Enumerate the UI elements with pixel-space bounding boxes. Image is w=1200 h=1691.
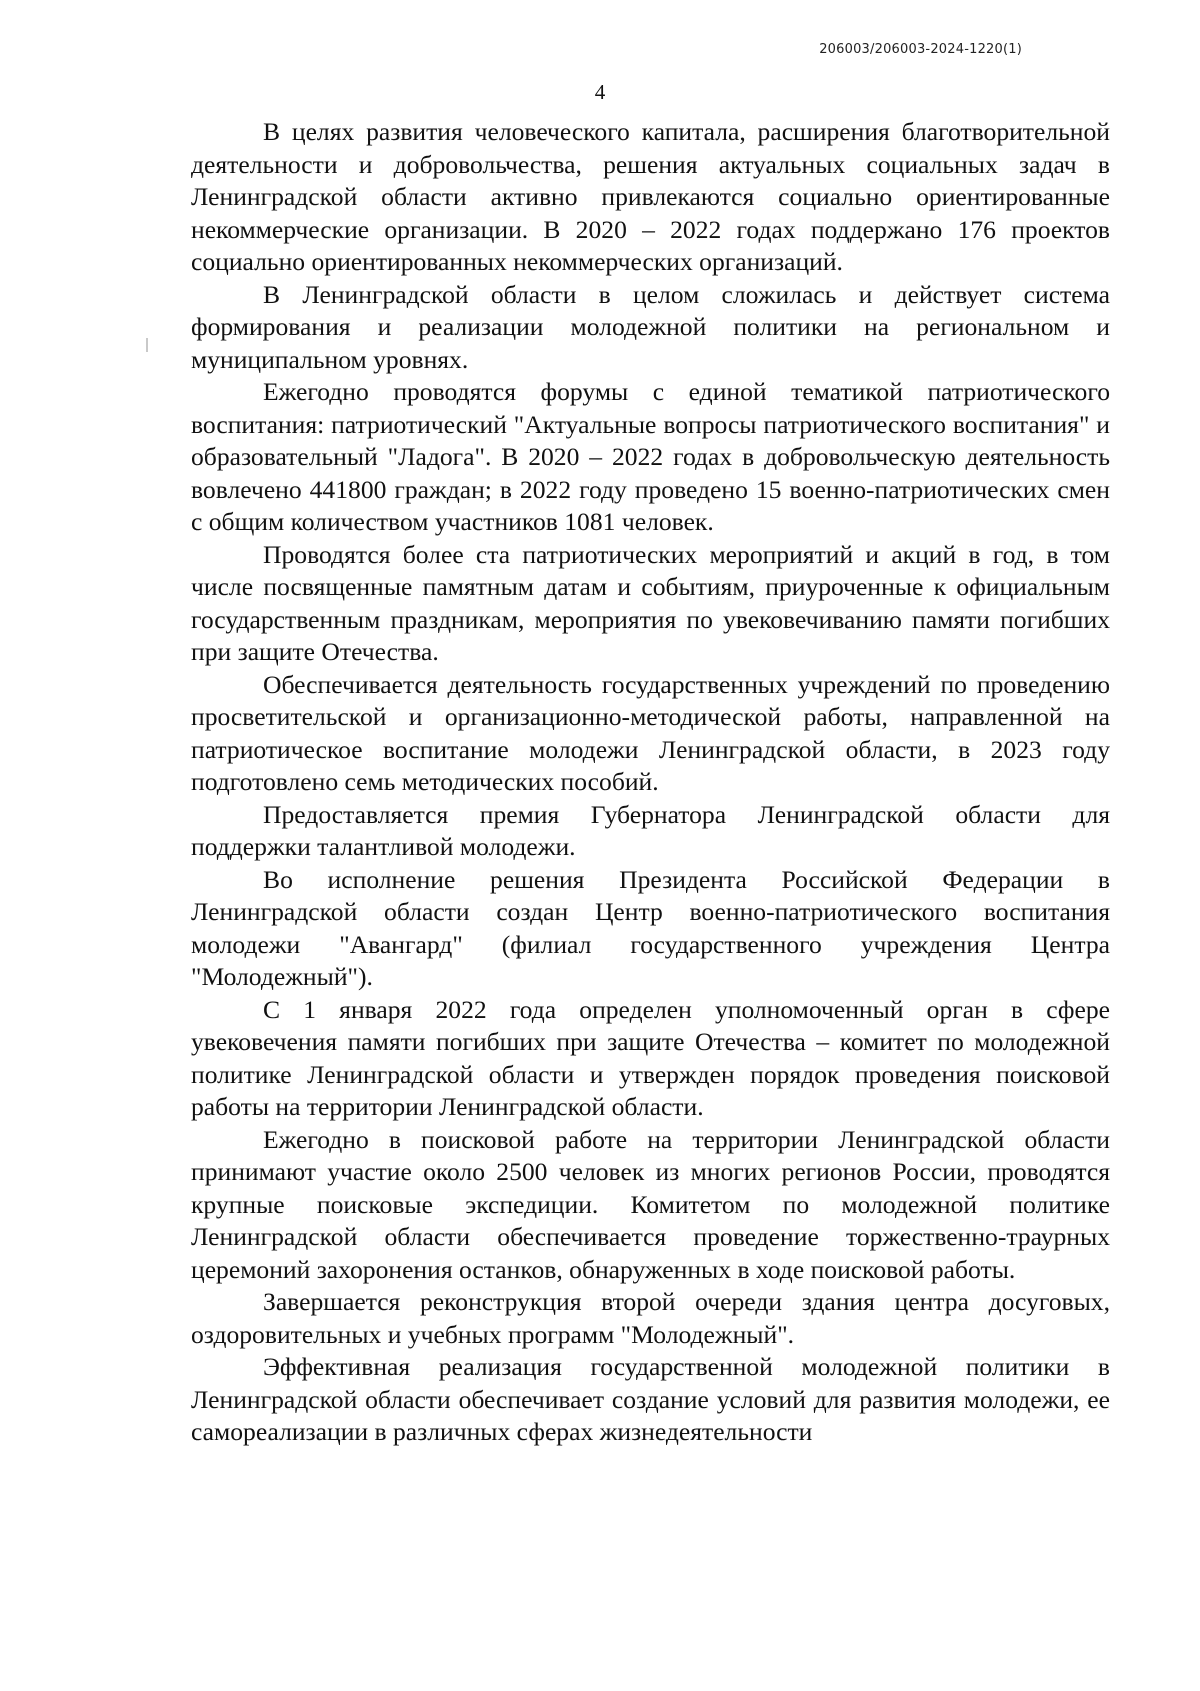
- scan-margin-mark: [146, 338, 148, 352]
- document-body: [191, 116, 1110, 1449]
- page-number: 4: [594, 80, 606, 104]
- paragraph-effective-implementation: Эффективная реализация государственной молодежной политики в Ленинградской области обеспечивает создание условий для развития молодежи, ее самореализации в различных сферах жизнедеятельности: [191, 1352, 1110, 1446]
- paragraph-patriotic-events: Проводятся более ста патриотических мероприятий и акций в год, в том числе посвященные памятным датам и событиям, приуроченные к официальным государственным праздникам, мероприятия по увековечиванию памяти погибших при защите Отечества.: [191, 539, 1110, 666]
- paragraph-social-nko: В целях развития человеческого капитала, расширения благотворительной деятельности и добровольчества, решения актуальных социальных задач в Ленинградской области активно привлекаются социально ориентированные некоммерческие организации. В 2020 – 2022 годах поддержано 176 проектов социально ориентированных некоммерческих организаций.: [191, 117, 1110, 276]
- document-registration-number: 206003/206003-2024-1220(1): [819, 42, 1022, 57]
- paragraph-youth-policy-system: В Ленинградской области в целом сложилась и действует система формирования и реализации молодежной политики на региональном и муниципальном уровнях.: [191, 279, 1110, 374]
- paragraph-authorized-body: С 1 января 2022 года определен уполномоченный орган в сфере увековечения памяти погибших при защите Отечества – комитет по молодежной политике Ленинградской области и утвержден порядок проведения поисковой работы на территории Ленинградской области.: [191, 994, 1110, 1121]
- paragraph-governor-prize: Предоставляется премия Губернатора Ленинградской области для поддержки талантливой молодежи.: [191, 799, 1110, 861]
- paragraph-avangard-center: Во исполнение решения Президента Российской Федерации в Ленинградской области создан Центр военно-патриотического воспитания молодежи "Авангард" (филиал государственного учреждения Центра "Молодежный").: [191, 864, 1110, 991]
- paragraph-patriotic-forums: Ежегодно проводятся форумы с единой тематикой патриотического воспитания: патриотический "Актуальные вопросы патриотического воспитания" и образовательный "Ладога". В 2020 – 2022 годах в добровольческую деятельность вовлечено 441800 граждан; в 2022 году проведено 15 военно-патриотических смен с общим количеством участников 1081 человек.: [191, 377, 1110, 536]
- paragraph-reconstruction: Завершается реконструкция второй очереди здания центра досуговых, оздоровительных и учебных программ "Молодежный".: [191, 1287, 1110, 1349]
- paragraph-state-institutions: Обеспечивается деятельность государственных учреждений по проведению просветительской и организационно-методической работы, направленной на патриотическое воспитание молодежи Ленинградской области, в 2023 году подготовлено семь методических пособий.: [191, 669, 1110, 796]
- paragraph-search-work: Ежегодно в поисковой работе на территории Ленинградской области принимают участие около 2500 человек из многих регионов России, проводятся крупные поисковые экспедиции. Комитетом по молодежной политике Ленинградской области обеспечивается проведение торжественно-траурных церемоний захоронения останков, обнаруженных в ходе поисковой работы.: [191, 1124, 1110, 1284]
